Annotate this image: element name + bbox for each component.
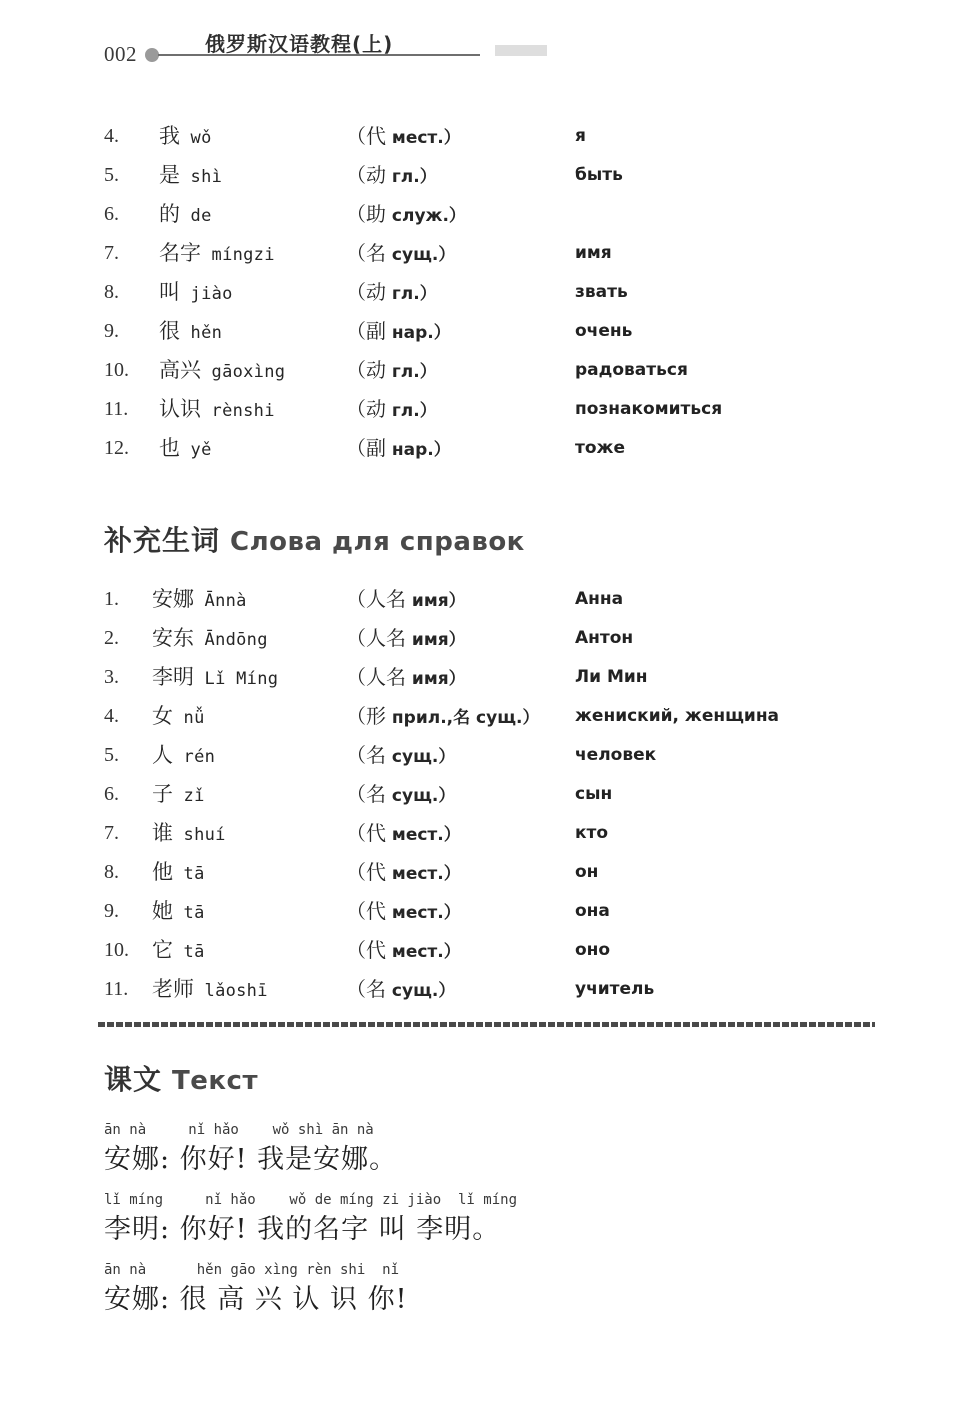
part-of-speech-russian: мест.）: [386, 864, 461, 884]
part-of-speech-russian: сущ.）: [386, 981, 456, 1001]
dialogue-line: [104, 1118, 904, 1188]
part-of-speech-russian: нар.）: [386, 440, 451, 460]
part-of-speech-chinese: （副: [346, 436, 386, 460]
scan-artifact-smudge: [495, 45, 547, 56]
vocabulary-word: [152, 970, 268, 1011]
part-of-speech: [346, 658, 466, 699]
part-of-speech-russian: гл.）: [386, 362, 437, 382]
dialogue-line: [104, 1258, 904, 1328]
section-divider: [98, 1022, 875, 1027]
part-of-speech: [346, 736, 455, 777]
vocabulary-word: [159, 312, 222, 353]
vocabulary-index: 10.: [104, 359, 129, 381]
vocabulary-index: 1.: [104, 588, 119, 610]
page-header: [0, 0, 960, 90]
vocabulary-pinyin: gāoxìng: [201, 362, 286, 382]
vocabulary-row: [0, 390, 960, 429]
vocabulary-index: 2.: [104, 627, 119, 649]
part-of-speech-chinese: （助: [346, 202, 386, 226]
vocabulary-index: 5.: [104, 744, 119, 766]
vocabulary-word: [152, 658, 278, 699]
part-of-speech-chinese: （动: [346, 280, 386, 304]
section-heading-text: [104, 1058, 258, 1098]
part-of-speech: [346, 117, 461, 158]
part-of-speech-chinese: （代: [346, 821, 386, 845]
vocabulary-row: [0, 697, 960, 736]
vocabulary-word: [159, 429, 212, 470]
section-heading-russian: Слова для справок: [230, 527, 525, 557]
part-of-speech-russian: гл.）: [386, 284, 437, 304]
part-of-speech: [346, 814, 461, 855]
vocabulary-hanzi: 认识: [159, 397, 201, 421]
vocabulary-pinyin: Āndōng: [194, 630, 268, 650]
vocabulary-hanzi: 她: [152, 899, 173, 923]
text-heading-russian: Текст: [172, 1066, 259, 1096]
vocabulary-index: 12.: [104, 437, 129, 459]
part-of-speech-chinese: （动: [346, 358, 386, 382]
vocabulary-pinyin: jiào: [180, 284, 233, 304]
vocabulary-hanzi: 它: [152, 938, 173, 962]
vocabulary-row: [0, 195, 960, 234]
part-of-speech: [346, 580, 466, 621]
vocabulary-hanzi: 他: [152, 860, 173, 884]
vocabulary-hanzi: 很: [159, 319, 180, 343]
part-of-speech-russian: мест.）: [386, 942, 461, 962]
vocabulary-index: 4.: [104, 705, 119, 727]
part-of-speech-russian: мест.）: [386, 128, 461, 148]
vocabulary-list-supplementary: [0, 580, 960, 1009]
part-of-speech-russian: имя）: [406, 591, 466, 611]
vocabulary-pinyin: Lǐ Míng: [194, 669, 279, 689]
russian-translation: Антон: [575, 628, 634, 648]
vocabulary-row: [0, 429, 960, 468]
part-of-speech-russian: сущ.）: [386, 747, 456, 767]
part-of-speech: [346, 970, 455, 1011]
text-heading-chinese: 课文: [104, 1063, 163, 1096]
vocabulary-hanzi: 名字: [159, 241, 201, 265]
part-of-speech-chinese: （动: [346, 397, 386, 421]
russian-translation: быть: [575, 165, 623, 185]
russian-translation: имя: [575, 243, 612, 263]
vocabulary-pinyin: zǐ: [173, 786, 205, 806]
vocabulary-pinyin: Ānnà: [194, 591, 247, 611]
russian-translation: оно: [575, 940, 611, 960]
vocabulary-index: 9.: [104, 320, 119, 342]
vocabulary-hanzi: 子: [152, 782, 173, 806]
vocabulary-word: [159, 117, 212, 158]
russian-translation: звать: [575, 282, 628, 302]
part-of-speech: [346, 273, 437, 314]
vocabulary-word: [152, 736, 215, 777]
vocabulary-row: [0, 580, 960, 619]
vocabulary-pinyin: shì: [180, 167, 223, 187]
dialogue-text: [104, 1118, 904, 1328]
vocabulary-word: [159, 351, 285, 392]
part-of-speech-chinese: （代: [346, 938, 386, 962]
vocabulary-row: [0, 156, 960, 195]
dialogue-chinese: 李明: 你好! 我的名字 叫 李明。: [104, 1214, 501, 1245]
vocabulary-index: 5.: [104, 164, 119, 186]
vocabulary-row: [0, 312, 960, 351]
part-of-speech-russian: мест.）: [386, 903, 461, 923]
vocabulary-row: [0, 619, 960, 658]
vocabulary-row: [0, 970, 960, 1009]
vocabulary-word: [152, 853, 205, 894]
russian-translation: я: [575, 126, 586, 146]
part-of-speech: [346, 619, 466, 660]
part-of-speech-chinese: （形: [346, 704, 386, 728]
part-of-speech-chinese: （人名: [346, 665, 406, 689]
part-of-speech-chinese: （名: [346, 241, 386, 265]
vocabulary-hanzi: 安东: [152, 626, 194, 650]
vocabulary-pinyin: rén: [173, 747, 216, 767]
dialogue-pinyin: lǐ míng nǐ hǎo wǒ de míng zi jiào lǐ míng: [104, 1192, 518, 1208]
vocabulary-word: [152, 931, 205, 972]
vocabulary-row: [0, 736, 960, 775]
vocabulary-hanzi: 安娜: [152, 587, 194, 611]
vocabulary-row: [0, 234, 960, 273]
part-of-speech-chinese: （人名: [346, 587, 406, 611]
vocabulary-word: [159, 195, 212, 236]
part-of-speech-chinese: （代: [346, 899, 386, 923]
vocabulary-row: [0, 775, 960, 814]
part-of-speech: [346, 156, 437, 197]
part-of-speech-russian: имя）: [406, 669, 466, 689]
russian-translation: Ли Мин: [575, 667, 648, 687]
russian-translation: он: [575, 862, 599, 882]
header-dot-icon: [145, 48, 159, 62]
part-of-speech-chinese: （代: [346, 860, 386, 884]
part-of-speech: [346, 931, 461, 972]
vocabulary-index: 9.: [104, 900, 119, 922]
vocabulary-word: [152, 892, 205, 933]
vocabulary-pinyin: tā: [173, 864, 205, 884]
part-of-speech: [346, 390, 437, 431]
part-of-speech-chinese: （副: [346, 319, 386, 343]
part-of-speech-russian: служ.）: [386, 206, 466, 226]
part-of-speech-russian: гл.）: [386, 167, 437, 187]
vocabulary-word: [152, 775, 205, 816]
vocabulary-index: 4.: [104, 125, 119, 147]
vocabulary-hanzi: 高兴: [159, 358, 201, 382]
section-heading-supplementary: [104, 519, 525, 559]
part-of-speech-chinese: （动: [346, 163, 386, 187]
vocabulary-hanzi: 也: [159, 436, 180, 460]
vocabulary-hanzi: 女: [152, 704, 173, 728]
russian-translation: тоже: [575, 438, 625, 458]
dialogue-pinyin: ān nà hěn gāo xìng rèn shi nǐ: [104, 1262, 400, 1278]
russian-translation: очень: [575, 321, 633, 341]
russian-translation: она: [575, 901, 610, 921]
vocabulary-hanzi: 叫: [159, 280, 180, 304]
vocabulary-word: [159, 234, 275, 275]
vocabulary-row: [0, 931, 960, 970]
vocabulary-word: [152, 814, 226, 855]
part-of-speech-chinese: （名: [346, 977, 386, 1001]
vocabulary-hanzi: 我: [159, 124, 180, 148]
part-of-speech: [346, 892, 461, 933]
vocabulary-hanzi: 李明: [152, 665, 194, 689]
vocabulary-row: [0, 117, 960, 156]
vocabulary-word: [152, 619, 268, 660]
vocabulary-pinyin: míngzi: [201, 245, 275, 265]
book-title: 俄罗斯汉语教程(上): [205, 32, 394, 56]
part-of-speech-chinese: （代: [346, 124, 386, 148]
vocabulary-pinyin: de: [180, 206, 212, 226]
russian-translation: сын: [575, 784, 613, 804]
vocabulary-pinyin: shuí: [173, 825, 226, 845]
russian-translation: жениский, женщина: [575, 706, 780, 726]
vocabulary-hanzi: 人: [152, 743, 173, 767]
vocabulary-index: 6.: [104, 783, 119, 805]
part-of-speech-russian: гл.）: [386, 401, 437, 421]
vocabulary-pinyin: nǚ: [173, 708, 205, 728]
vocabulary-hanzi: 老师: [152, 977, 194, 1001]
part-of-speech-russian: сущ.）: [386, 245, 456, 265]
russian-translation: Анна: [575, 589, 624, 609]
vocabulary-index: 7.: [104, 822, 119, 844]
russian-translation: познакомиться: [575, 399, 723, 419]
part-of-speech-russian: имя）: [406, 630, 466, 650]
part-of-speech: [346, 195, 466, 236]
part-of-speech: [346, 853, 461, 894]
part-of-speech: [346, 351, 437, 392]
part-of-speech-chinese: （名: [346, 743, 386, 767]
part-of-speech: [346, 775, 455, 816]
vocabulary-index: 7.: [104, 242, 119, 264]
page-number: 002: [104, 42, 137, 66]
part-of-speech: [346, 234, 455, 275]
part-of-speech-russian: нар.）: [386, 323, 451, 343]
russian-translation: радоваться: [575, 360, 688, 380]
part-of-speech: [346, 429, 451, 470]
part-of-speech: [346, 697, 539, 738]
vocabulary-word: [152, 697, 205, 738]
dialogue-chinese: 安娜: 很 高 兴 认 识 你!: [104, 1284, 408, 1315]
part-of-speech-russian: мест.）: [386, 825, 461, 845]
vocabulary-row: [0, 273, 960, 312]
vocabulary-pinyin: yě: [180, 440, 212, 460]
part-of-speech: [346, 312, 451, 353]
dialogue-chinese: 安娜: 你好! 我是安娜。: [104, 1144, 398, 1175]
part-of-speech-chinese: （名: [346, 782, 386, 806]
section-heading-chinese: 补充生词: [104, 524, 221, 557]
vocabulary-row: [0, 351, 960, 390]
part-of-speech-chinese: （人名: [346, 626, 406, 650]
russian-translation: человек: [575, 745, 657, 765]
vocabulary-pinyin: rènshi: [201, 401, 275, 421]
vocabulary-row: [0, 814, 960, 853]
vocabulary-pinyin: tā: [173, 942, 205, 962]
vocabulary-pinyin: tā: [173, 903, 205, 923]
vocabulary-row: [0, 853, 960, 892]
vocabulary-index: 11.: [104, 398, 129, 420]
part-of-speech-russian: сущ.）: [386, 786, 456, 806]
vocabulary-hanzi: 谁: [152, 821, 173, 845]
vocabulary-word: [159, 390, 275, 431]
vocabulary-row: [0, 658, 960, 697]
dialogue-line: [104, 1188, 904, 1258]
vocabulary-list-main: [0, 117, 960, 468]
vocabulary-pinyin: lǎoshī: [194, 981, 268, 1001]
vocabulary-row: [0, 892, 960, 931]
vocabulary-index: 8.: [104, 861, 119, 883]
vocabulary-index: 3.: [104, 666, 119, 688]
vocabulary-word: [159, 156, 222, 197]
vocabulary-pinyin: hěn: [180, 323, 223, 343]
vocabulary-index: 10.: [104, 939, 129, 961]
vocabulary-index: 6.: [104, 203, 119, 225]
vocabulary-pinyin: wǒ: [180, 128, 212, 148]
russian-translation: учитель: [575, 979, 655, 999]
vocabulary-index: 8.: [104, 281, 119, 303]
russian-translation: кто: [575, 823, 609, 843]
vocabulary-word: [152, 580, 247, 621]
vocabulary-hanzi: 是: [159, 163, 180, 187]
vocabulary-word: [159, 273, 233, 314]
vocabulary-index: 11.: [104, 978, 129, 1000]
dialogue-pinyin: ān nà nǐ hǎo wǒ shì ān nà: [104, 1122, 374, 1138]
vocabulary-hanzi: 的: [159, 202, 180, 226]
part-of-speech-russian: прил.,名 сущ.）: [386, 708, 540, 728]
